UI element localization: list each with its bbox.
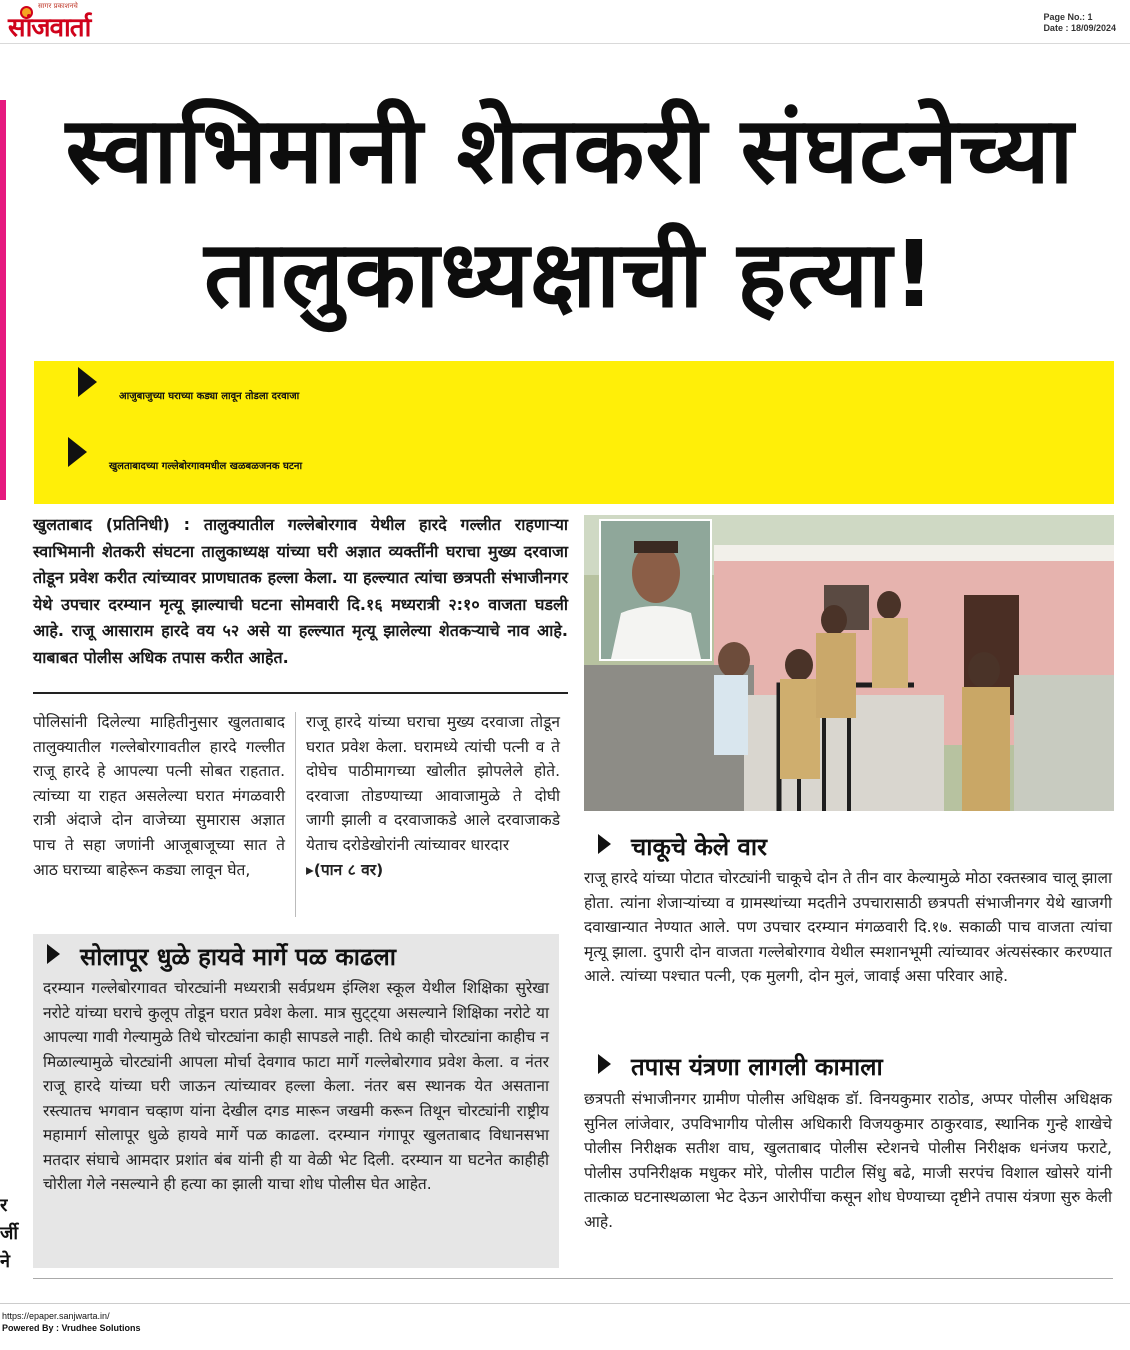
triangle-bullet-icon	[68, 437, 87, 467]
investigation-heading	[598, 1052, 883, 1082]
deck-line-1	[34, 367, 1114, 425]
masthead	[0, 0, 1130, 44]
victim-portrait	[599, 519, 712, 661]
investigation-heading-text: तपास यंत्रणा लागली कामाला	[631, 1053, 883, 1081]
divider	[33, 692, 568, 694]
deck-text-2: खुलताबादच्या गल्लेबोरगावमधील खळबळजनक घटना	[109, 461, 303, 472]
deck-banner	[34, 361, 1114, 504]
deck-text-1: आजुबाजुच्या घराच्या कड्या लावून तोडला दरवाजा	[119, 391, 300, 402]
deck-line-2	[34, 437, 1114, 495]
adjacent-article-strip	[0, 100, 6, 500]
body-column-1	[33, 710, 285, 882]
logo-name: सांजवार्ता	[8, 13, 91, 43]
body-column-2-text: राजू हारदे यांच्या घराचा मुख्य दरवाजा तोडून घरात प्रवेश केला. घरामध्ये त्यांची पत्नी व ते दोघेच पाठीमागच्या खोलीत झोपलेले होते. दरवाजा तोडण्याच्या आवाजामुळे ते दोघी जागी झाली व दरवाजाकडे आले दरवाजाकडे येताच दरोडेखोरांनी त्यांच्यावर धारदार	[306, 713, 560, 854]
escape-route-heading-text: सोलापूर धुळे हायवे मार्गे पळ काढला	[80, 943, 396, 971]
continued-on-page[interactable]: ▸(पान ८ वर)	[306, 860, 384, 879]
escape-route-heading	[47, 942, 396, 972]
escape-route-text: दरम्यान गल्लेबोरगावत चोरट्यांनी मध्यरात्री सर्वप्रथम इंग्लिश स्कूल येथील शिक्षिका सुरेखा नरोटे यांच्या घराचे कुलूप तोडून घरात प्रवेश केला. मात्र सुट्ट्या असल्याने शिक्षिका नरोटे या आपल्या गावी गेल्यामुळे तिथे चोरट्यांना काही सापडले नाही. तिथे काही चोरट्यांना काहीच न मिळाल्यामुळे चोरट्यांनी आपला मोर्चा देवगाव फाटा मार्गे गल्लेबोरगाव प्रवेश केला. व नंतर राजू हारदे यांच्या घरी जाऊन त्यांच्यावर हल्ला केला. नंतर बस स्थानक येत असताना रस्त्यातच भगवान चव्हाण यांना देखील दगड मारून जखमी करून तिथून चोरट्यांनी राष्ट्रीय महामार्ग सोलापूर धुळे हायवे मार्गे पळ काढला. दरम्यान गंगापूर खुलताबाद विधानसभा मतदार संघाचे आमदार प्रशांत बंब यांनी ही या वेळी भेट दिली. दरम्यान या घटनेत काहीही चोरीला गेले नसल्याने ही हत्या का झाली याचा शोध पोलीस घेत आहेत.	[43, 979, 549, 1193]
column-divider	[295, 712, 296, 917]
triangle-bullet-icon	[598, 1054, 611, 1074]
investigation-text: छत्रपती संभाजीनगर ग्रामीण पोलीस अधिक्षक डॉ. विनयकुमार राठोड, अप्पर पोलीस अधिक्षक सुनिल लांजेवार, उपविभागीय पोलीस अधिकारी विजयकुमार ठाकुरवाड, स्थानिक गुन्हे शाखेचे पोलीस निरीक्षक सतीश वाघ, खुलताबाद पोलीस स्टेशनचे पोलीस निरीक्षक धनंजय फराटे, पोलीस उपनिरीक्षक मधुकर मोरे, पोलीस पाटील सिंधु बढे, माजी सरपंच विशाल खोसरे यांनी तात्काळ घटनास्थळाला भेट देऊन आरोपींचा कसून शोध घेण्याच्या दृष्टीने तपास यंत्रणा सुरु केली आहे.	[584, 1090, 1112, 1231]
headline-line-1: स्वाभिमानी शेतकरी संघटनेच्या	[65, 97, 1075, 204]
page-date: Date : 18/09/2024	[1043, 23, 1116, 33]
epaper-url-link[interactable]: https://epaper.sanjwarta.in/	[2, 1311, 110, 1321]
triangle-bullet-icon	[598, 834, 611, 854]
headline-line-2: तालुकाध्यक्षाची हत्या!	[204, 221, 936, 328]
lead-paragraph: खुलताबाद (प्रतिनिधी) : तालुक्यातील गल्लेबोरगाव येथील हारदे गल्लीत राहणाऱ्या स्वाभिमानी शेतकरी संघटना तालुकाध्यक्ष यांच्या घरी अज्ञात व्यक्तींनी घराचा मुख्य दरवाजा तोडून प्रवेश करीत त्यांच्यावर प्राणघातक हल्ला केला. या हल्ल्यात त्यांचा छत्रपती संभाजीनगर येथे उपचार दरम्यान मृत्यू झाल्याची घटना सोमवारी दि.१६ मध्यरात्री २:१० वाजता घडली आहे. राजू आसाराम हारदे वय ५२ असे या हल्ल्यात मृत्यू झालेल्या शेतकऱ्याचे नाव आहे. याबाबत पोलीस अधिक तपास करीत आहेत.	[33, 515, 568, 667]
newspaper-logo[interactable]	[8, 2, 133, 42]
triangle-bullet-icon	[47, 944, 60, 964]
body-column-2	[306, 710, 560, 882]
adjacent-article-fragment: र र्जी ने	[0, 1195, 19, 1272]
knife-attack-heading	[598, 832, 767, 862]
sidebar-box-escape-route	[33, 934, 559, 1268]
page-meta	[1043, 12, 1116, 34]
triangle-bullet-icon	[78, 367, 97, 397]
logo-tagline: सागर प्रकाशनचे	[38, 2, 78, 10]
footer	[2, 1310, 141, 1334]
divider	[33, 1278, 1113, 1279]
divider	[0, 1303, 1130, 1304]
knife-attack-heading-text: चाकूचे केले वार	[631, 833, 767, 861]
knife-attack-text: राजू हारदे यांच्या पोटात चोरट्यांनी चाकूचे दोन ते तीन वार केल्यामुळे मोठा रक्तस्त्राव चालू झाला होता. त्यांना शेजाऱ्यांच्या व ग्रामस्थांच्या मदतीने उपचारासाठी छत्रपती संभाजीनगर येथे खाजगी दवाखान्यात नेण्यात आले. पण उपचार दरम्यान मंगळवारी दि.१७. सकाळी पाच वाजता त्यांचा मृत्यू झाला. दुपारी दोन वाजता गल्लेबोरगाव येथील स्मशानभूमी त्यांच्यावर अंत्यसंस्कार करण्यात आले. त्यांच्या पश्चात पत्नी, एक मुलगी, दोन मुलं, जावाई असा परिवार आहे.	[584, 869, 1112, 985]
powered-by: Powered By : Vrudhee Solutions	[2, 1323, 141, 1333]
portrait-image	[601, 521, 710, 659]
body-column-1-text: पोलिसांनी दिलेल्या माहितीनुसार खुलताबाद तालुक्यातील गल्लेबोरगावतील हारदे गल्लीत राजू हारदे हे आपल्या पत्नी सोबत राहतात. त्यांच्या या राहत असलेल्या घरात मंगळवारी रात्री अंदाजे दोन वाजेच्या सुमारास अज्ञात पाच ते सहा जणांनी आजूबाजूच्या सात ते आठ घराच्या बाहेरून कड्या लावून घेत,	[33, 713, 285, 879]
continued-text: (पान ८ वर)	[313, 860, 384, 879]
page-number: Page No.: 1	[1043, 12, 1093, 22]
